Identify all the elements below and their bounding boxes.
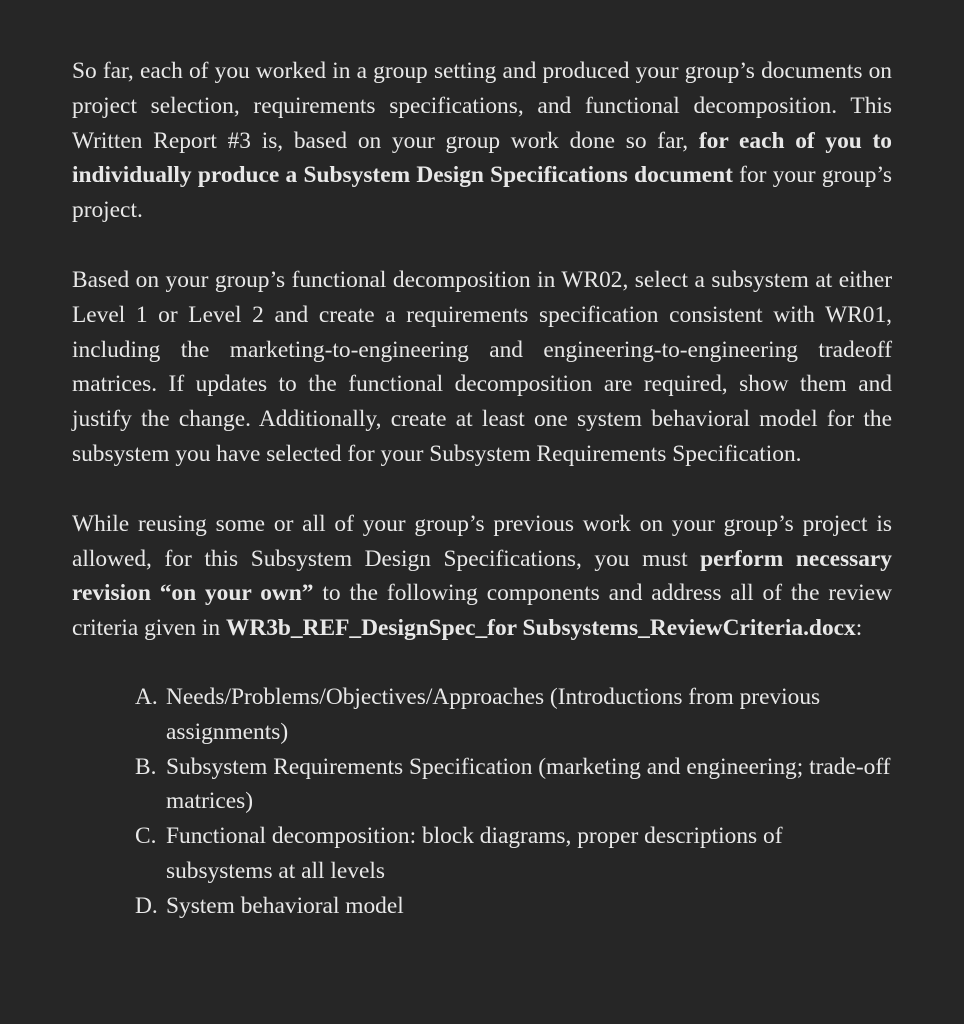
list-item-letter: A. [135, 683, 158, 710]
list-item [72, 889, 892, 924]
paragraph-instructions: Based on your group’s functional decomposition in WR02, select a subsystem at either Level 1 or Level 2 and create a requirements specification consistent with WR01, including the marketing-to-engineering and engineering-to-engineering tradeoff matrices. If updates to the functional decomposition are required, show them and justify the change. Additionally, create at least one system behavioral model for the subsystem you have selected for your Subsystem Requirements Specification. [72, 266, 892, 467]
revision-text-3: : [855, 615, 863, 642]
components-list [72, 680, 892, 924]
revision-bold-own: perform necessary revision “on your own” [72, 545, 892, 607]
list-item-text: System behavioral model [166, 892, 404, 919]
list-item-letter: B. [135, 753, 157, 780]
paragraph-revision [72, 507, 892, 646]
list-item-text: Needs/Problems/Objectives/Approaches (Introductions from previous assignments) [166, 683, 821, 745]
revision-text-2: to the following components and address all of the review criteria given in [72, 580, 892, 642]
list-item [72, 680, 892, 750]
list-item-letter: C. [135, 823, 157, 850]
list-item-text: Functional decomposition: block diagrams, proper descriptions of subsystems at all levels [166, 823, 783, 884]
intro-bold-task: for each of you to individually produce a Subsystem Design Specifications document [72, 127, 893, 189]
list-item-text: Subsystem Requirements Specification (marketing and engineering; trade-off matrices) [166, 753, 891, 815]
paragraph-intro [72, 54, 892, 228]
intro-text-1: So far, each of you worked in a group setting and produced your group’s documents on project selection, requirements specifications, and functional decomposition. This Written Report #3 is, based on your group work done so far, [72, 58, 892, 154]
list-item [72, 819, 892, 889]
list-item [72, 750, 892, 820]
intro-text-2: for your group’s project. [72, 162, 892, 224]
revision-text-1: While reusing some or all of your group’s previous work on your group’s project is allowed, for this Subsystem Design Specifications, you must [72, 510, 892, 572]
list-item-letter: D. [135, 892, 158, 919]
review-criteria-filename: WR3b_REF_DesignSpec_for Subsystems_ReviewCriteria.docx [225, 615, 856, 642]
